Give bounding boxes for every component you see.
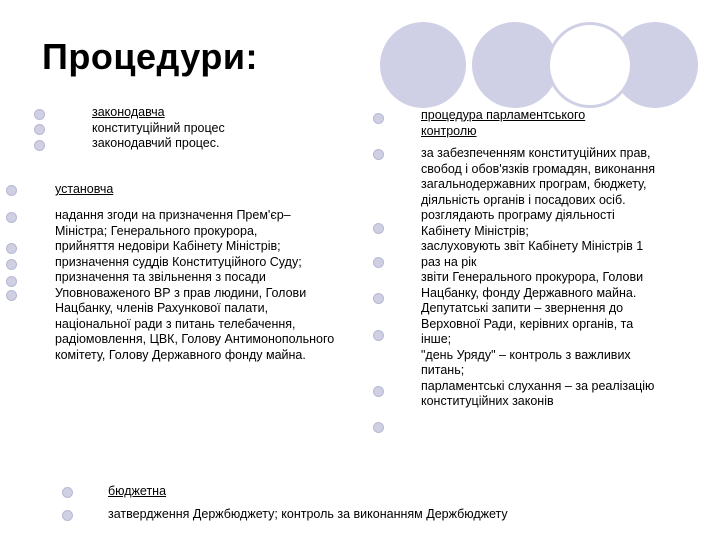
list-item: звіти Генерального прокурора, Голови: [421, 270, 644, 284]
list-item: прийняття недовіри Кабінету Міністрів;: [55, 239, 281, 253]
list-item: діяльність органів і посадових осіб.: [421, 192, 626, 207]
bullet-icon: [373, 330, 384, 341]
list-item: призначення та звільнення з посади: [55, 270, 266, 284]
list-item: "день Уряду" – контроль з важливих: [421, 347, 631, 362]
bullet-icon: [6, 290, 17, 301]
list-item: загальнодержавних програм, бюджету,: [421, 177, 647, 191]
list-item: конституційних законів: [421, 394, 554, 408]
decor-circle-2: [472, 22, 558, 108]
bullet-icon: [373, 257, 384, 268]
bullet-icon: [6, 212, 17, 223]
list-item: радіомовлення, ЦВК, Голову Антимонопольного: [55, 332, 335, 346]
list-item: Уповноваженого ВР з прав людини, Голови: [55, 285, 307, 300]
decor-circle-1: [380, 22, 466, 108]
list-item: комітету, Голову Державного фонду майна.: [55, 347, 306, 362]
list-item: раз на рік: [421, 254, 477, 269]
bullet-icon: [6, 276, 17, 287]
bullet-icon: [62, 510, 73, 521]
list-item: інше;: [421, 332, 452, 346]
slide-title: Процедури:: [42, 36, 258, 77]
list-item: парламентські слухання – за реалізацію: [421, 378, 655, 393]
bullet-icon: [373, 223, 384, 234]
budget-item: затвердження Держбюджету; контроль за виконанням Держбюджету: [108, 507, 508, 521]
list-item: питань;: [421, 363, 465, 377]
list-item: Нацбанку, членів Рахункової палати,: [55, 301, 269, 315]
bullet-icon: [34, 109, 45, 120]
list-item: Міністра; Генерального прокурора,: [55, 223, 258, 238]
bullet-icon: [6, 259, 17, 270]
bullet-icon: [373, 113, 384, 124]
bullet-icon: [373, 386, 384, 397]
section-constituent: установча: [55, 182, 114, 196]
bullet-icon: [6, 243, 17, 254]
list-item: розглядають програму діяльності: [421, 208, 615, 222]
list-item: Нацбанку, фонду Державного майна.: [421, 285, 637, 300]
list-item: свобод і обов'язків громадян, виконання: [421, 161, 656, 176]
bullet-icon: [373, 149, 384, 160]
decor-circle-4: [547, 22, 633, 108]
list-item: призначення суддів Конституційного Суду;: [55, 254, 302, 269]
left-items-list: [55, 208, 334, 363]
list-item: Депутатські запити – звернення до: [421, 301, 624, 315]
list-item: за забезпеченням конституційних прав,: [421, 146, 651, 160]
bullet-icon: [373, 293, 384, 304]
list-item: Верховної Ради, керівних органів, та: [421, 316, 634, 331]
bullet-icon: [34, 124, 45, 135]
bullet-icon: [6, 185, 17, 196]
list-item: надання згоди на призначення Прем'єр–: [55, 208, 291, 222]
item-legislative: законодавча: [92, 105, 165, 119]
item-constitutional-process: конституційний процес: [92, 120, 225, 135]
list-item: заслуховують звіт Кабінету Міністрів 1: [421, 239, 644, 253]
list-item: Кабінету Міністрів;: [421, 223, 529, 238]
bullet-icon: [62, 487, 73, 498]
left-top-list: [92, 105, 225, 152]
right-items-list: [421, 146, 655, 410]
item-legislative-process: законодавчий процес.: [92, 136, 220, 150]
section-parliamentary-control: процедура парламентського контролю: [421, 108, 586, 138]
bullet-icon: [373, 422, 384, 433]
section-budget: бюджетна: [108, 484, 167, 498]
bullet-icon: [34, 140, 45, 151]
list-item: національної ради з питань телебачення,: [55, 316, 296, 331]
